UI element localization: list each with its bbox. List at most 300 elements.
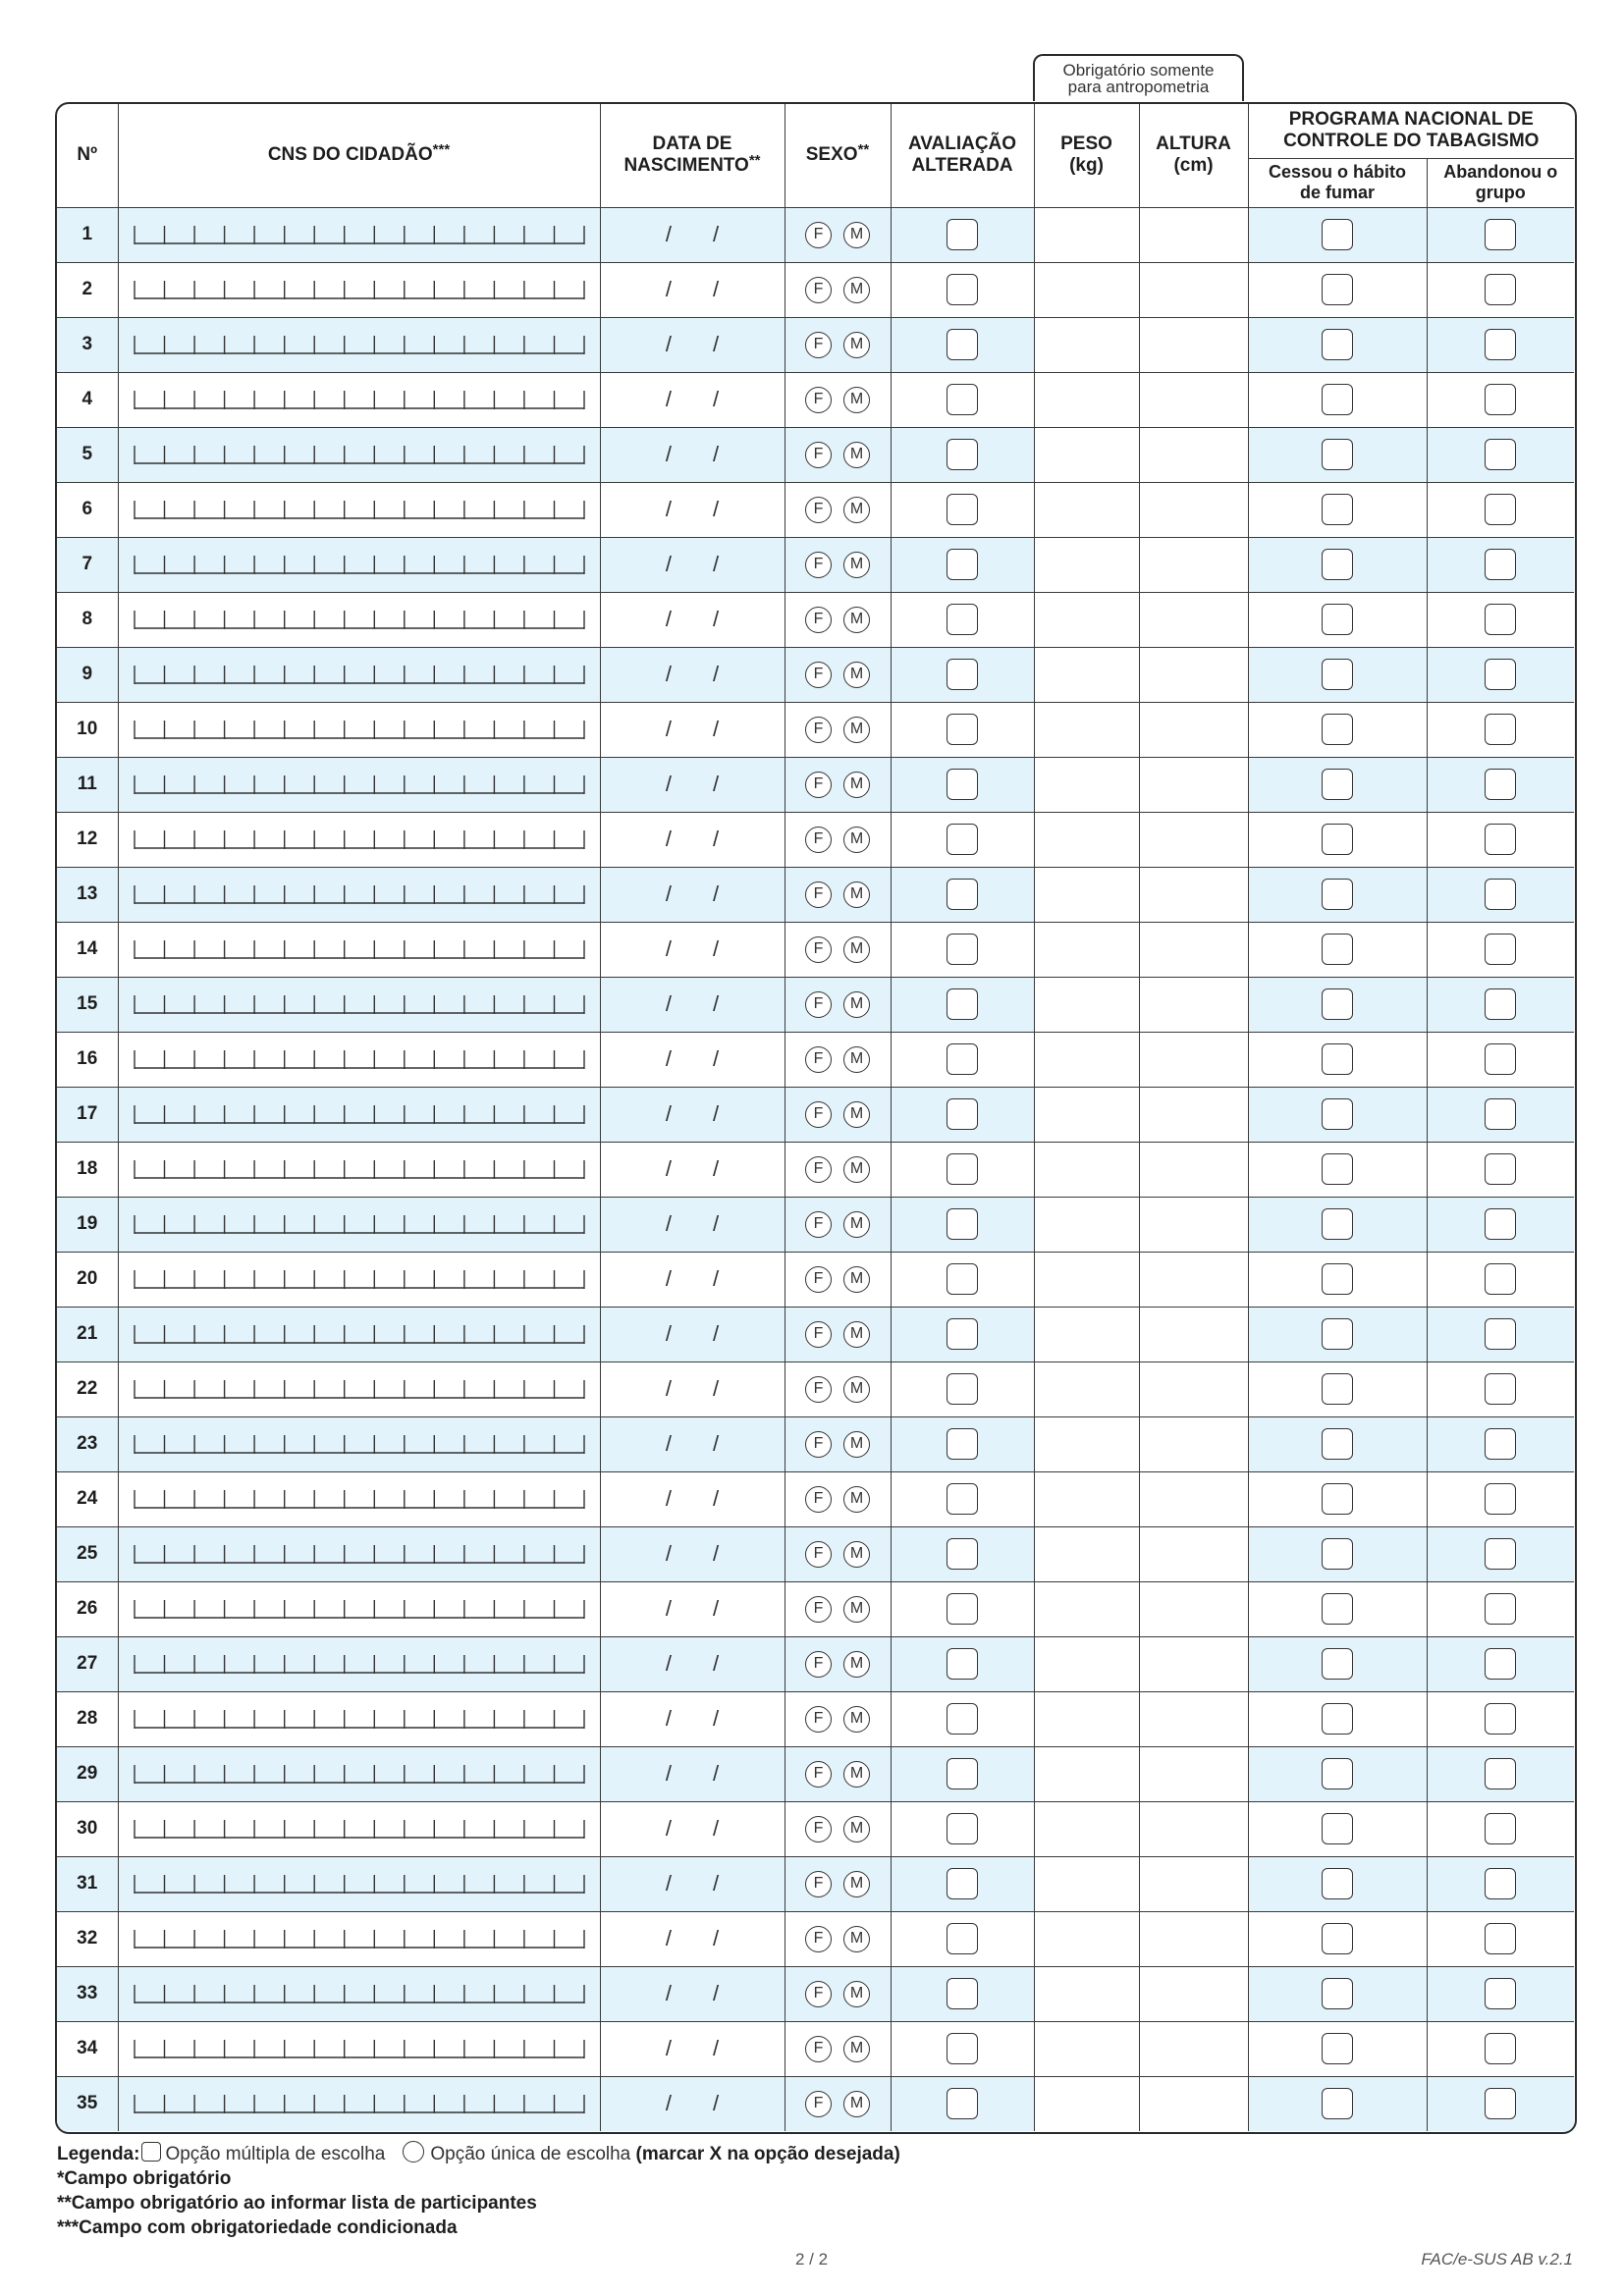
altura-input[interactable] [1139, 482, 1248, 537]
birthdate-input[interactable] [600, 592, 785, 647]
abandonou-grupo-checkbox[interactable] [1485, 274, 1516, 305]
cns-input[interactable] [118, 1032, 600, 1087]
cns-input[interactable] [118, 1362, 600, 1416]
cessou-fumar-checkbox[interactable] [1322, 329, 1353, 360]
abandonou-grupo-checkbox[interactable] [1485, 219, 1516, 250]
peso-input[interactable] [1034, 977, 1139, 1032]
altura-input[interactable] [1139, 262, 1248, 317]
sexo-f-radio[interactable]: F [805, 772, 832, 798]
sexo-m-radio[interactable]: M [843, 1596, 870, 1623]
abandonou-grupo-checkbox[interactable] [1485, 329, 1516, 360]
peso-input[interactable] [1034, 1911, 1139, 1966]
birthdate-input[interactable] [600, 1526, 785, 1581]
abandonou-grupo-checkbox[interactable] [1485, 1923, 1516, 1954]
cessou-fumar-checkbox[interactable] [1322, 659, 1353, 690]
birthdate-input[interactable] [600, 262, 785, 317]
sexo-m-radio[interactable]: M [843, 1981, 870, 2007]
avaliacao-alterada-checkbox[interactable] [947, 494, 978, 525]
cns-input[interactable] [118, 1307, 600, 1362]
cns-input[interactable] [118, 1911, 600, 1966]
birthdate-input[interactable] [600, 482, 785, 537]
sexo-f-radio[interactable]: F [805, 1816, 832, 1842]
cessou-fumar-checkbox[interactable] [1322, 2033, 1353, 2064]
altura-input[interactable] [1139, 427, 1248, 482]
cns-input[interactable] [118, 592, 600, 647]
peso-input[interactable] [1034, 1856, 1139, 1911]
abandonou-grupo-checkbox[interactable] [1485, 714, 1516, 745]
abandonou-grupo-checkbox[interactable] [1485, 1758, 1516, 1789]
avaliacao-alterada-checkbox[interactable] [947, 1593, 978, 1625]
altura-input[interactable] [1139, 702, 1248, 757]
cessou-fumar-checkbox[interactable] [1322, 1483, 1353, 1515]
avaliacao-alterada-checkbox[interactable] [947, 1703, 978, 1735]
sexo-m-radio[interactable]: M [843, 1046, 870, 1073]
avaliacao-alterada-checkbox[interactable] [947, 1208, 978, 1240]
altura-input[interactable] [1139, 1746, 1248, 1801]
peso-input[interactable] [1034, 482, 1139, 537]
birthdate-input[interactable] [600, 1416, 785, 1471]
cns-input[interactable] [118, 702, 600, 757]
cns-input[interactable] [118, 1691, 600, 1746]
sexo-f-radio[interactable]: F [805, 2036, 832, 2062]
birthdate-input[interactable] [600, 1362, 785, 1416]
abandonou-grupo-checkbox[interactable] [1485, 1813, 1516, 1844]
cessou-fumar-checkbox[interactable] [1322, 439, 1353, 470]
cns-input[interactable] [118, 262, 600, 317]
abandonou-grupo-checkbox[interactable] [1485, 1483, 1516, 1515]
sexo-f-radio[interactable]: F [805, 881, 832, 908]
sexo-f-radio[interactable]: F [805, 1321, 832, 1348]
birthdate-input[interactable] [600, 2076, 785, 2131]
cns-input[interactable] [118, 1197, 600, 1252]
sexo-m-radio[interactable]: M [843, 1211, 870, 1238]
birthdate-input[interactable] [600, 757, 785, 812]
cessou-fumar-checkbox[interactable] [1322, 1428, 1353, 1460]
altura-input[interactable] [1139, 1691, 1248, 1746]
birthdate-input[interactable] [600, 427, 785, 482]
birthdate-input[interactable] [600, 1087, 785, 1142]
cns-input[interactable] [118, 812, 600, 867]
sexo-m-radio[interactable]: M [843, 1761, 870, 1788]
cns-input[interactable] [118, 1801, 600, 1856]
cessou-fumar-checkbox[interactable] [1322, 714, 1353, 745]
birthdate-input[interactable] [600, 1032, 785, 1087]
cns-input[interactable] [118, 647, 600, 702]
altura-input[interactable] [1139, 647, 1248, 702]
sexo-f-radio[interactable]: F [805, 1156, 832, 1183]
altura-input[interactable] [1139, 1801, 1248, 1856]
birthdate-input[interactable] [600, 1801, 785, 1856]
cns-input[interactable] [118, 1581, 600, 1636]
cessou-fumar-checkbox[interactable] [1322, 274, 1353, 305]
abandonou-grupo-checkbox[interactable] [1485, 494, 1516, 525]
abandonou-grupo-checkbox[interactable] [1485, 1428, 1516, 1460]
altura-input[interactable] [1139, 592, 1248, 647]
peso-input[interactable] [1034, 262, 1139, 317]
peso-input[interactable] [1034, 1581, 1139, 1636]
peso-input[interactable] [1034, 647, 1139, 702]
cessou-fumar-checkbox[interactable] [1322, 879, 1353, 910]
avaliacao-alterada-checkbox[interactable] [947, 549, 978, 580]
altura-input[interactable] [1139, 812, 1248, 867]
cessou-fumar-checkbox[interactable] [1322, 1318, 1353, 1350]
sexo-f-radio[interactable]: F [805, 717, 832, 743]
cessou-fumar-checkbox[interactable] [1322, 1098, 1353, 1130]
sexo-m-radio[interactable]: M [843, 662, 870, 688]
abandonou-grupo-checkbox[interactable] [1485, 1593, 1516, 1625]
birthdate-input[interactable] [600, 1856, 785, 1911]
cns-input[interactable] [118, 1087, 600, 1142]
peso-input[interactable] [1034, 1416, 1139, 1471]
abandonou-grupo-checkbox[interactable] [1485, 2088, 1516, 2119]
abandonou-grupo-checkbox[interactable] [1485, 1538, 1516, 1570]
avaliacao-alterada-checkbox[interactable] [947, 2033, 978, 2064]
peso-input[interactable] [1034, 1801, 1139, 1856]
cns-input[interactable] [118, 1526, 600, 1581]
avaliacao-alterada-checkbox[interactable] [947, 879, 978, 910]
birthdate-input[interactable] [600, 1471, 785, 1526]
sexo-m-radio[interactable]: M [843, 1431, 870, 1458]
sexo-f-radio[interactable]: F [805, 1211, 832, 1238]
avaliacao-alterada-checkbox[interactable] [947, 1648, 978, 1680]
altura-input[interactable] [1139, 977, 1248, 1032]
altura-input[interactable] [1139, 922, 1248, 977]
cessou-fumar-checkbox[interactable] [1322, 1648, 1353, 1680]
peso-input[interactable] [1034, 2076, 1139, 2131]
birthdate-input[interactable] [600, 317, 785, 372]
cessou-fumar-checkbox[interactable] [1322, 384, 1353, 415]
avaliacao-alterada-checkbox[interactable] [947, 604, 978, 635]
birthdate-input[interactable] [600, 867, 785, 922]
sexo-m-radio[interactable]: M [843, 1926, 870, 1952]
altura-input[interactable] [1139, 207, 1248, 262]
peso-input[interactable] [1034, 867, 1139, 922]
sexo-f-radio[interactable]: F [805, 1101, 832, 1128]
birthdate-input[interactable] [600, 812, 785, 867]
sexo-m-radio[interactable]: M [843, 387, 870, 413]
altura-input[interactable] [1139, 1252, 1248, 1307]
cns-input[interactable] [118, 537, 600, 592]
altura-input[interactable] [1139, 1362, 1248, 1416]
cns-input[interactable] [118, 977, 600, 1032]
sexo-f-radio[interactable]: F [805, 991, 832, 1018]
cessou-fumar-checkbox[interactable] [1322, 1703, 1353, 1735]
cns-input[interactable] [118, 922, 600, 977]
avaliacao-alterada-checkbox[interactable] [947, 824, 978, 855]
altura-input[interactable] [1139, 1471, 1248, 1526]
peso-input[interactable] [1034, 1087, 1139, 1142]
sexo-f-radio[interactable]: F [805, 1486, 832, 1513]
birthdate-input[interactable] [600, 1911, 785, 1966]
abandonou-grupo-checkbox[interactable] [1485, 1373, 1516, 1405]
sexo-m-radio[interactable]: M [843, 2091, 870, 2117]
birthdate-input[interactable] [600, 1691, 785, 1746]
sexo-m-radio[interactable]: M [843, 607, 870, 633]
altura-input[interactable] [1139, 1526, 1248, 1581]
peso-input[interactable] [1034, 1142, 1139, 1197]
birthdate-input[interactable] [600, 1746, 785, 1801]
cessou-fumar-checkbox[interactable] [1322, 1538, 1353, 1570]
peso-input[interactable] [1034, 1252, 1139, 1307]
sexo-f-radio[interactable]: F [805, 222, 832, 248]
cns-input[interactable] [118, 757, 600, 812]
birthdate-input[interactable] [600, 537, 785, 592]
birthdate-input[interactable] [600, 1636, 785, 1691]
sexo-m-radio[interactable]: M [843, 1871, 870, 1897]
birthdate-input[interactable] [600, 1142, 785, 1197]
altura-input[interactable] [1139, 867, 1248, 922]
abandonou-grupo-checkbox[interactable] [1485, 824, 1516, 855]
cessou-fumar-checkbox[interactable] [1322, 934, 1353, 965]
altura-input[interactable] [1139, 1636, 1248, 1691]
sexo-f-radio[interactable]: F [805, 497, 832, 523]
altura-input[interactable] [1139, 1087, 1248, 1142]
cns-input[interactable] [118, 1471, 600, 1526]
birthdate-input[interactable] [600, 977, 785, 1032]
avaliacao-alterada-checkbox[interactable] [947, 1098, 978, 1130]
peso-input[interactable] [1034, 592, 1139, 647]
cns-input[interactable] [118, 1856, 600, 1911]
cns-input[interactable] [118, 207, 600, 262]
sexo-f-radio[interactable]: F [805, 1706, 832, 1733]
cessou-fumar-checkbox[interactable] [1322, 1043, 1353, 1075]
cns-input[interactable] [118, 1142, 600, 1197]
avaliacao-alterada-checkbox[interactable] [947, 1318, 978, 1350]
sexo-f-radio[interactable]: F [805, 1761, 832, 1788]
sexo-m-radio[interactable]: M [843, 1706, 870, 1733]
avaliacao-alterada-checkbox[interactable] [947, 1538, 978, 1570]
abandonou-grupo-checkbox[interactable] [1485, 988, 1516, 1020]
abandonou-grupo-checkbox[interactable] [1485, 769, 1516, 800]
avaliacao-alterada-checkbox[interactable] [947, 1868, 978, 1899]
sexo-f-radio[interactable]: F [805, 277, 832, 303]
avaliacao-alterada-checkbox[interactable] [947, 1263, 978, 1295]
avaliacao-alterada-checkbox[interactable] [947, 769, 978, 800]
peso-input[interactable] [1034, 1746, 1139, 1801]
cessou-fumar-checkbox[interactable] [1322, 1868, 1353, 1899]
altura-input[interactable] [1139, 1911, 1248, 1966]
cns-input[interactable] [118, 317, 600, 372]
sexo-f-radio[interactable]: F [805, 442, 832, 468]
sexo-f-radio[interactable]: F [805, 2091, 832, 2117]
sexo-m-radio[interactable]: M [843, 1266, 870, 1293]
altura-input[interactable] [1139, 537, 1248, 592]
cessou-fumar-checkbox[interactable] [1322, 494, 1353, 525]
cns-input[interactable] [118, 2076, 600, 2131]
sexo-m-radio[interactable]: M [843, 1101, 870, 1128]
sexo-f-radio[interactable]: F [805, 1266, 832, 1293]
peso-input[interactable] [1034, 1691, 1139, 1746]
abandonou-grupo-checkbox[interactable] [1485, 1868, 1516, 1899]
sexo-f-radio[interactable]: F [805, 1431, 832, 1458]
avaliacao-alterada-checkbox[interactable] [947, 1483, 978, 1515]
abandonou-grupo-checkbox[interactable] [1485, 384, 1516, 415]
cessou-fumar-checkbox[interactable] [1322, 2088, 1353, 2119]
cessou-fumar-checkbox[interactable] [1322, 604, 1353, 635]
peso-input[interactable] [1034, 1636, 1139, 1691]
avaliacao-alterada-checkbox[interactable] [947, 329, 978, 360]
cessou-fumar-checkbox[interactable] [1322, 1593, 1353, 1625]
birthdate-input[interactable] [600, 647, 785, 702]
abandonou-grupo-checkbox[interactable] [1485, 549, 1516, 580]
birthdate-input[interactable] [600, 207, 785, 262]
abandonou-grupo-checkbox[interactable] [1485, 1208, 1516, 1240]
abandonou-grupo-checkbox[interactable] [1485, 1098, 1516, 1130]
peso-input[interactable] [1034, 702, 1139, 757]
avaliacao-alterada-checkbox[interactable] [947, 384, 978, 415]
altura-input[interactable] [1139, 317, 1248, 372]
peso-input[interactable] [1034, 317, 1139, 372]
cessou-fumar-checkbox[interactable] [1322, 1813, 1353, 1844]
sexo-f-radio[interactable]: F [805, 1596, 832, 1623]
sexo-f-radio[interactable]: F [805, 1871, 832, 1897]
peso-input[interactable] [1034, 372, 1139, 427]
abandonou-grupo-checkbox[interactable] [1485, 2033, 1516, 2064]
sexo-f-radio[interactable]: F [805, 1376, 832, 1403]
altura-input[interactable] [1139, 1416, 1248, 1471]
sexo-f-radio[interactable]: F [805, 332, 832, 358]
sexo-m-radio[interactable]: M [843, 772, 870, 798]
sexo-f-radio[interactable]: F [805, 387, 832, 413]
peso-input[interactable] [1034, 1471, 1139, 1526]
cessou-fumar-checkbox[interactable] [1322, 1153, 1353, 1185]
peso-input[interactable] [1034, 1966, 1139, 2021]
birthdate-input[interactable] [600, 1197, 785, 1252]
avaliacao-alterada-checkbox[interactable] [947, 1758, 978, 1789]
birthdate-input[interactable] [600, 1581, 785, 1636]
avaliacao-alterada-checkbox[interactable] [947, 934, 978, 965]
altura-input[interactable] [1139, 1581, 1248, 1636]
peso-input[interactable] [1034, 1032, 1139, 1087]
avaliacao-alterada-checkbox[interactable] [947, 1153, 978, 1185]
sexo-f-radio[interactable]: F [805, 552, 832, 578]
avaliacao-alterada-checkbox[interactable] [947, 2088, 978, 2119]
birthdate-input[interactable] [600, 1307, 785, 1362]
peso-input[interactable] [1034, 1307, 1139, 1362]
cessou-fumar-checkbox[interactable] [1322, 219, 1353, 250]
cessou-fumar-checkbox[interactable] [1322, 988, 1353, 1020]
birthdate-input[interactable] [600, 1252, 785, 1307]
peso-input[interactable] [1034, 207, 1139, 262]
sexo-m-radio[interactable]: M [843, 1376, 870, 1403]
sexo-m-radio[interactable]: M [843, 1541, 870, 1568]
altura-input[interactable] [1139, 1197, 1248, 1252]
abandonou-grupo-checkbox[interactable] [1485, 879, 1516, 910]
cessou-fumar-checkbox[interactable] [1322, 1978, 1353, 2009]
altura-input[interactable] [1139, 2021, 1248, 2076]
cns-input[interactable] [118, 1966, 600, 2021]
abandonou-grupo-checkbox[interactable] [1485, 1648, 1516, 1680]
sexo-m-radio[interactable]: M [843, 277, 870, 303]
sexo-m-radio[interactable]: M [843, 1156, 870, 1183]
altura-input[interactable] [1139, 1307, 1248, 1362]
avaliacao-alterada-checkbox[interactable] [947, 1923, 978, 1954]
avaliacao-alterada-checkbox[interactable] [947, 1373, 978, 1405]
avaliacao-alterada-checkbox[interactable] [947, 988, 978, 1020]
sexo-m-radio[interactable]: M [843, 222, 870, 248]
peso-input[interactable] [1034, 2021, 1139, 2076]
peso-input[interactable] [1034, 757, 1139, 812]
altura-input[interactable] [1139, 1032, 1248, 1087]
sexo-f-radio[interactable]: F [805, 827, 832, 853]
avaliacao-alterada-checkbox[interactable] [947, 439, 978, 470]
cessou-fumar-checkbox[interactable] [1322, 769, 1353, 800]
abandonou-grupo-checkbox[interactable] [1485, 1153, 1516, 1185]
sexo-m-radio[interactable]: M [843, 991, 870, 1018]
sexo-f-radio[interactable]: F [805, 1541, 832, 1568]
sexo-f-radio[interactable]: F [805, 1651, 832, 1678]
avaliacao-alterada-checkbox[interactable] [947, 1978, 978, 2009]
birthdate-input[interactable] [600, 372, 785, 427]
sexo-f-radio[interactable]: F [805, 607, 832, 633]
peso-input[interactable] [1034, 1362, 1139, 1416]
peso-input[interactable] [1034, 1197, 1139, 1252]
altura-input[interactable] [1139, 2076, 1248, 2131]
sexo-f-radio[interactable]: F [805, 1046, 832, 1073]
abandonou-grupo-checkbox[interactable] [1485, 1318, 1516, 1350]
cns-input[interactable] [118, 372, 600, 427]
cessou-fumar-checkbox[interactable] [1322, 824, 1353, 855]
sexo-f-radio[interactable]: F [805, 1981, 832, 2007]
avaliacao-alterada-checkbox[interactable] [947, 219, 978, 250]
cessou-fumar-checkbox[interactable] [1322, 1758, 1353, 1789]
sexo-m-radio[interactable]: M [843, 881, 870, 908]
sexo-m-radio[interactable]: M [843, 2036, 870, 2062]
cessou-fumar-checkbox[interactable] [1322, 1373, 1353, 1405]
cns-input[interactable] [118, 427, 600, 482]
avaliacao-alterada-checkbox[interactable] [947, 1043, 978, 1075]
birthdate-input[interactable] [600, 1966, 785, 2021]
sexo-m-radio[interactable]: M [843, 1816, 870, 1842]
cns-input[interactable] [118, 1252, 600, 1307]
cessou-fumar-checkbox[interactable] [1322, 549, 1353, 580]
abandonou-grupo-checkbox[interactable] [1485, 1043, 1516, 1075]
abandonou-grupo-checkbox[interactable] [1485, 1263, 1516, 1295]
sexo-m-radio[interactable]: M [843, 936, 870, 963]
sexo-m-radio[interactable]: M [843, 552, 870, 578]
avaliacao-alterada-checkbox[interactable] [947, 274, 978, 305]
cns-input[interactable] [118, 1636, 600, 1691]
avaliacao-alterada-checkbox[interactable] [947, 1428, 978, 1460]
cns-input[interactable] [118, 2021, 600, 2076]
avaliacao-alterada-checkbox[interactable] [947, 714, 978, 745]
abandonou-grupo-checkbox[interactable] [1485, 439, 1516, 470]
cns-input[interactable] [118, 482, 600, 537]
birthdate-input[interactable] [600, 702, 785, 757]
birthdate-input[interactable] [600, 2021, 785, 2076]
sexo-m-radio[interactable]: M [843, 1321, 870, 1348]
abandonou-grupo-checkbox[interactable] [1485, 1978, 1516, 2009]
sexo-f-radio[interactable]: F [805, 662, 832, 688]
peso-input[interactable] [1034, 1526, 1139, 1581]
altura-input[interactable] [1139, 1142, 1248, 1197]
sexo-m-radio[interactable]: M [843, 1486, 870, 1513]
sexo-m-radio[interactable]: M [843, 717, 870, 743]
cns-input[interactable] [118, 1416, 600, 1471]
sexo-m-radio[interactable]: M [843, 332, 870, 358]
avaliacao-alterada-checkbox[interactable] [947, 659, 978, 690]
peso-input[interactable] [1034, 812, 1139, 867]
cessou-fumar-checkbox[interactable] [1322, 1923, 1353, 1954]
altura-input[interactable] [1139, 372, 1248, 427]
sexo-m-radio[interactable]: M [843, 497, 870, 523]
cessou-fumar-checkbox[interactable] [1322, 1263, 1353, 1295]
peso-input[interactable] [1034, 922, 1139, 977]
sexo-f-radio[interactable]: F [805, 1926, 832, 1952]
peso-input[interactable] [1034, 537, 1139, 592]
sexo-f-radio[interactable]: F [805, 936, 832, 963]
cns-input[interactable] [118, 867, 600, 922]
